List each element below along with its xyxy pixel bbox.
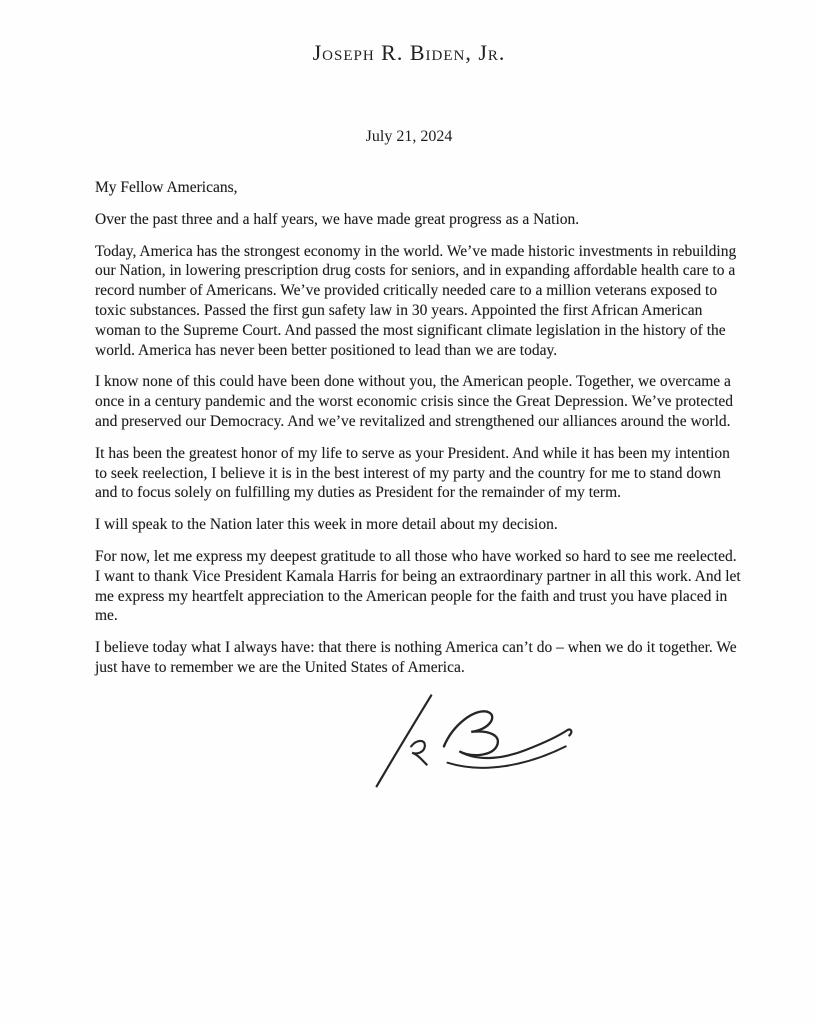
letter-paragraph: I believe today what I always have: that there is nothing America can’t do – when we do it together. We just have to remember we are the United States of America.: [95, 639, 737, 676]
letter-paragraph: I will speak to the Nation later this week in more detail about my decision.: [95, 516, 558, 534]
letter-paragraph: For now, let me express my deepest gratitude to all those who have worked so hard to see me reelected. I want to thank Vice President Kamala Harris for being an extraordinary partner in all this work. And let me express my heartfelt appreciation to the American people for the faith and trust you have placed in me.: [95, 547, 741, 625]
letter-paragraph: I know none of this could have been done without you, the American people. Together, we overcame a once in a century pandemic and the worst economic crisis since the Great Depression. We’ve protected and preserved our Democracy. And we’ve revitalized and strengthened our alliances around the world.: [95, 373, 734, 430]
letter-date: July 21, 2024: [365, 128, 453, 145]
letterhead-name: Joseph R. Biden, Jr.: [312, 40, 506, 65]
letter-paragraph: It has been the greatest honor of my life to serve as your President. And while it has been my intention to seek reelection, I believe it is in the best interest of my party and the country for me to stand down and to focus solely on fulfilling my duties as President for the remainder of my term.: [95, 444, 730, 502]
letter-paragraph: Today, America has the strongest economy in the world. We’ve made historic investments in rebuilding our Nation, in lowering prescription drug costs for seniors, and in expanding affordable health care to a record number of Americans. We’ve provided critically needed care to a million veterans exposed to toxic substances. Passed the first gun safety law in 30 years. Appointed the first African American woman to the Supreme Court. And passed the most significant climate legislation in the history of the world. America has never been better positioned to lead than we are today.: [95, 242, 737, 359]
salutation: My Fellow Americans,: [95, 179, 238, 196]
signature-stroke: [363, 690, 583, 790]
letter-paragraph: Over the past three and a half years, we have made great progress as a Nation.: [95, 210, 580, 228]
letter-body: [95, 178, 745, 790]
signature-joe-biden: [363, 690, 583, 790]
